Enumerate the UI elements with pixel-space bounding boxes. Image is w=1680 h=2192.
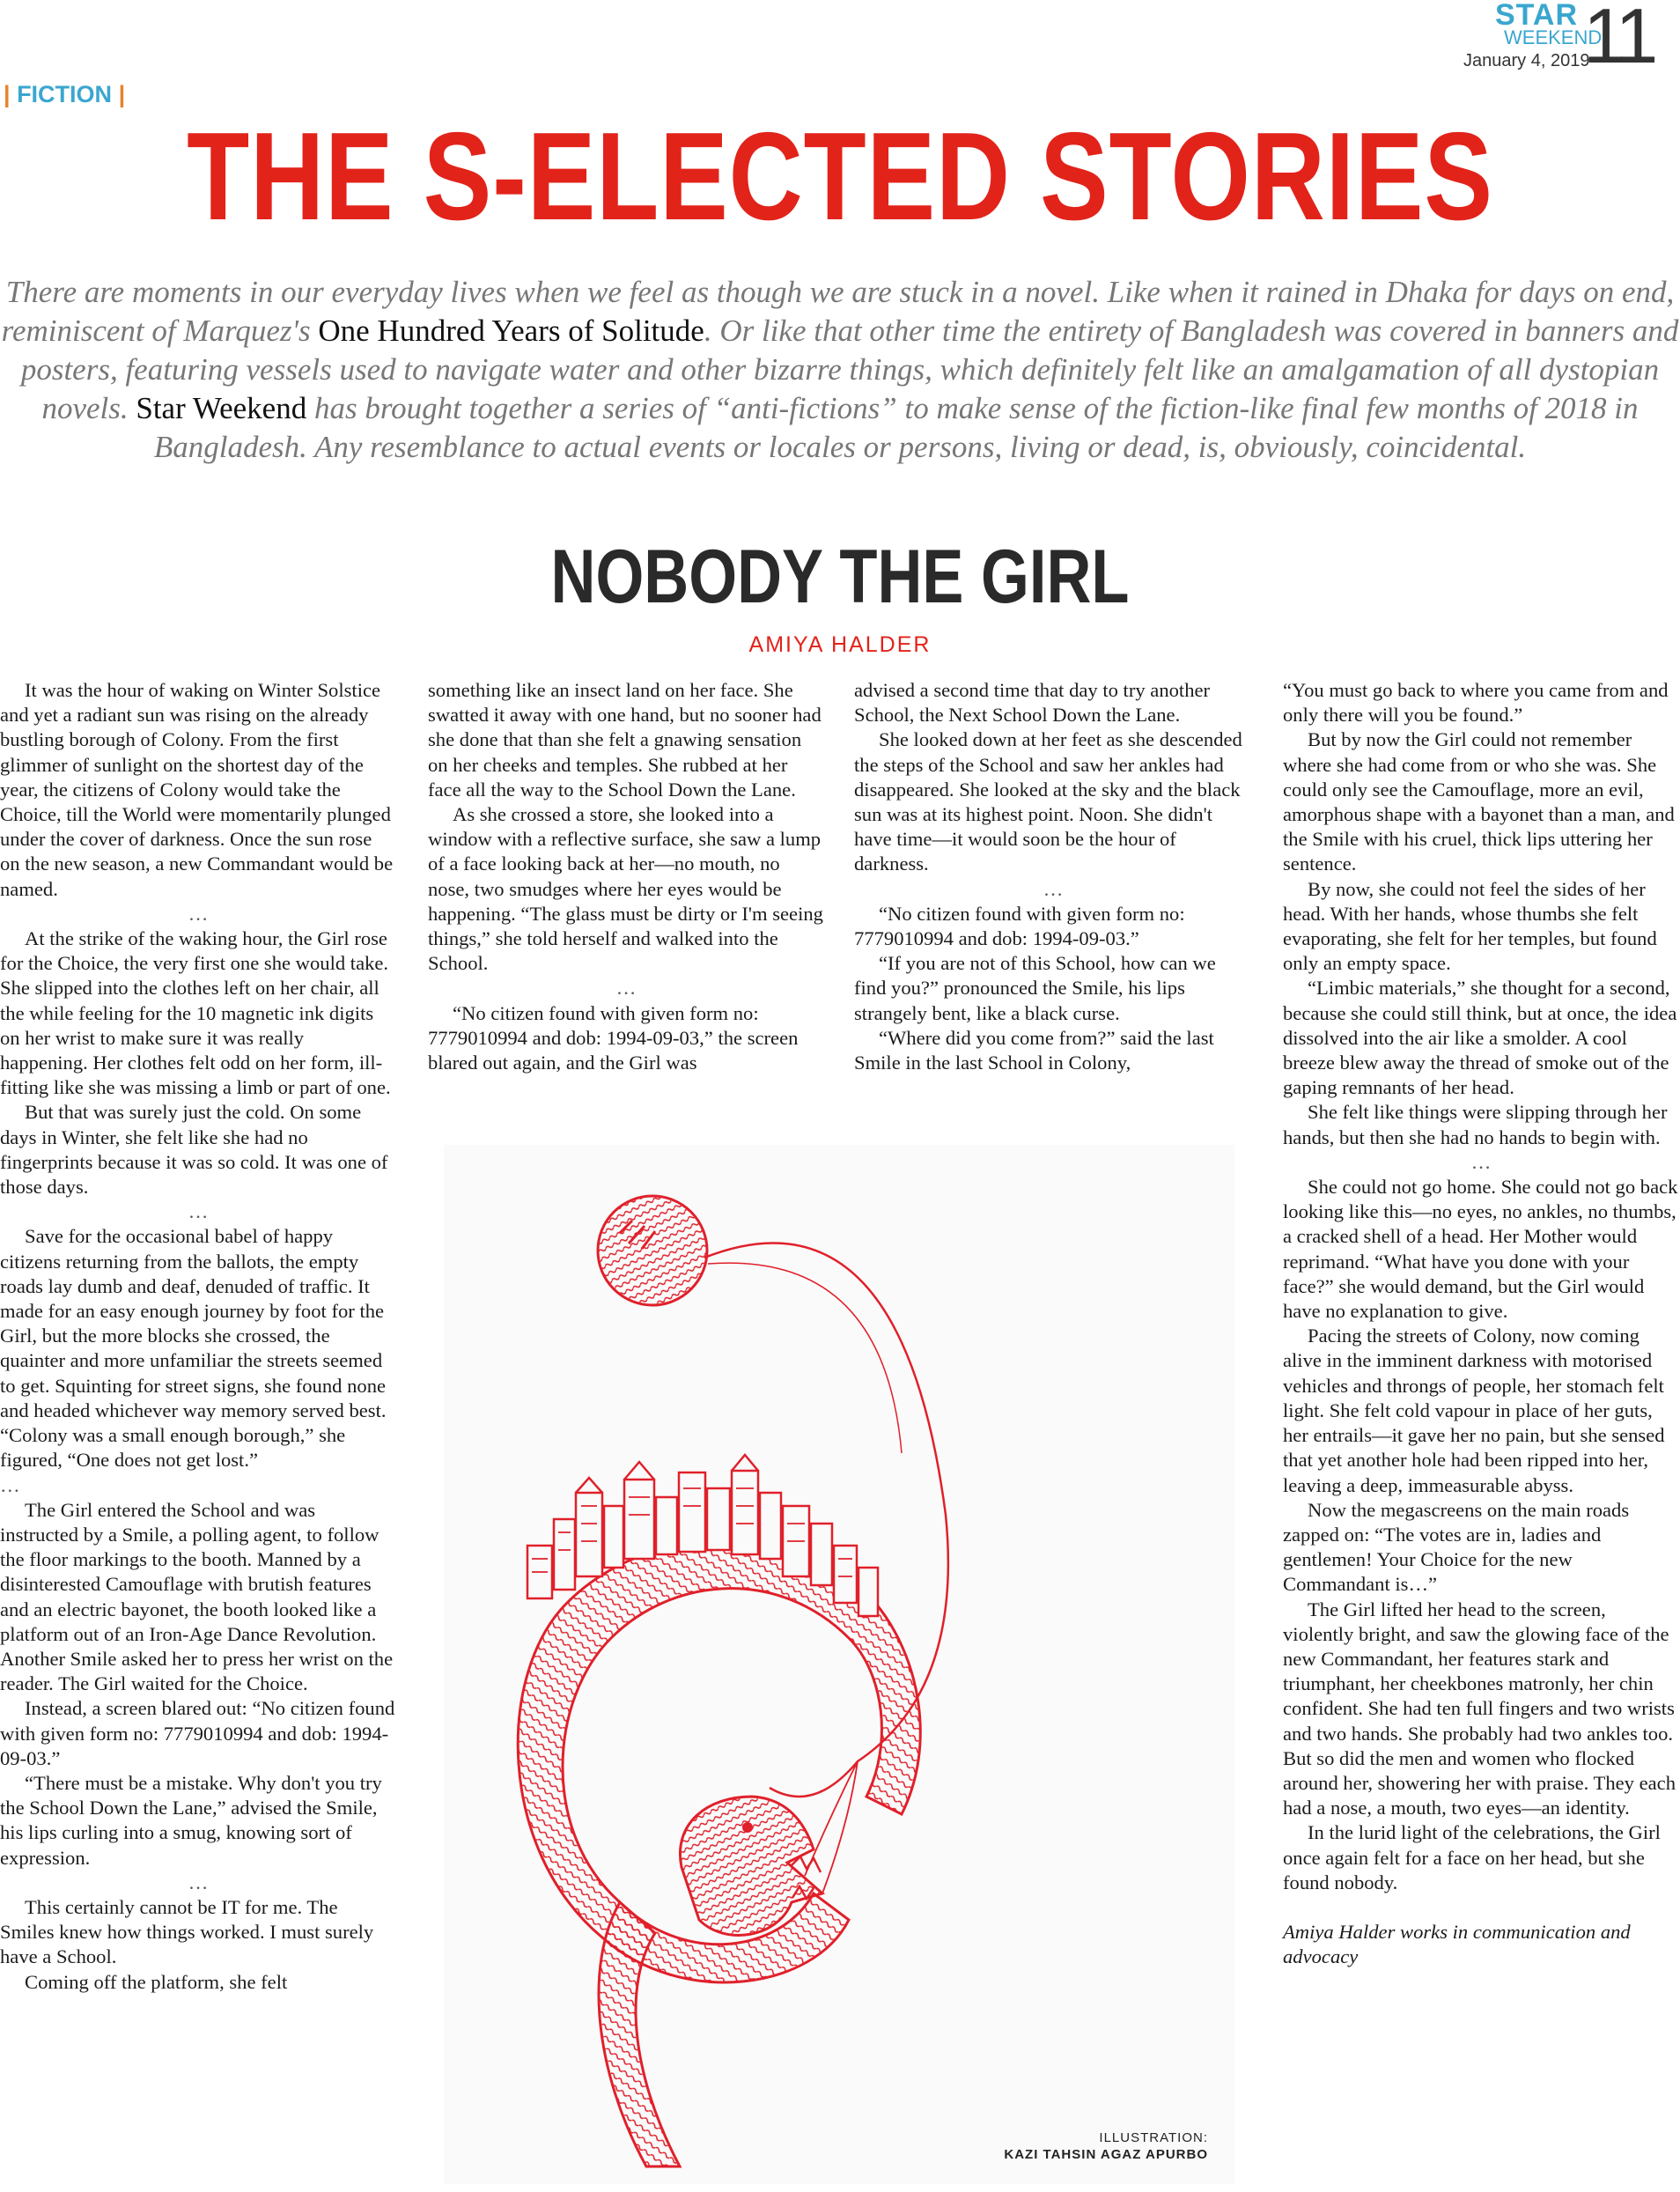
- section-break: …: [0, 1473, 20, 1496]
- paragraph: Instead, a screen blared out: “No citizen found with given form no: 7779010994 and dob: 1994-09-03.”: [0, 1697, 395, 1769]
- paragraph: “Where did you come from?” said the last Smile in the last School in Colony,: [854, 1026, 1214, 1074]
- paragraph: Save for the occasional babel of happy citizens returning from the ballots, the empty roads lay dumb and deaf, denuded of traffic. It made for an easy enough journey by foot for the Girl, but the more blocks she crossed, the quainter and more unfamiliar the streets seemed to get. Squinting for street signs, she found none and headed whichever way memory served best. “Colony was a small enough borough,” she figured, “One does not get lost.”: [0, 1225, 387, 1472]
- paragraph: She felt like things were slipping through her hands, but then she had no hands to begin with.: [1283, 1101, 1668, 1148]
- section-name: FICTION: [17, 81, 113, 107]
- story-column-3: [854, 678, 1252, 1075]
- paragraph: “Limbic materials,” she thought for a second, because she could still think, but at once, the idea dissolved into the air like a smolder. A cool breeze blew away the thread of smoke out of the gaping remnants of her head.: [1283, 977, 1677, 1099]
- intro-text-2: . Or like that other time the entirety of Bangladesh was covered in banners and posters, featuring vessels used to navigate water and other bizarre things, which definitely felt like an amalgamation of all dystopian novels.: [20, 314, 1679, 425]
- illustration-drawing: [444, 1145, 1234, 2184]
- section-break: …: [1470, 1150, 1492, 1173]
- credit-label: ILLUSTRATION:: [1099, 2130, 1208, 2145]
- paragraph: But by now the Girl could not remember where she had come from or who she was. She could only see the Camouflage, more an evil, amorphous shape with a bayonet than a man, and the Smile with his cruel, thick lips uttering her sentence.: [1283, 728, 1675, 875]
- section-break: …: [188, 902, 209, 925]
- intro-book-title: One Hundred Years of Solitude: [318, 314, 704, 348]
- illustration: [444, 1145, 1234, 2184]
- section-break: …: [615, 977, 637, 1000]
- intro-paragraph: [0, 273, 1680, 467]
- illustration-credit: [1004, 2129, 1208, 2163]
- paragraph: The Girl lifted her head to the screen, violently bright, and saw the glowing face of the new Commandant, her features stark and triumphant, her cheekbones matronly, her chin confident. She had ten full fingers and two wrists and two hands. She probably had two ankles too. But so did the men and women who flocked around her, showering her with praise. They each had a nose, a mouth, two eyes—an identity.: [1283, 1598, 1676, 1819]
- paragraph: Now the megascreens on the main roads zapped on: “The votes are in, ladies and gentlemen! Your Choice for the new Commandant is…”: [1283, 1498, 1630, 1596]
- paragraph: “There must be a mistake. Why don't you try the School Down the Lane,” advised the Smile, his lips curling into a smug, knowing sort of expression.: [0, 1771, 382, 1869]
- intro-brand: Star Weekend: [136, 391, 307, 425]
- paragraph: “If you are not of this School, how can we find you?” pronounced the Smile, his lips strangely bent, like a black curse.: [854, 952, 1216, 1024]
- paragraph: As she crossed a store, she looked into a window with a reflective surface, she saw a lump of a face looking back at her—no mouth, no nose, two smudges where her eyes would be happening. “The glass must be dirty or I'm seeing things,” she told herself and walked into the School.: [428, 803, 823, 975]
- serpent-body: [518, 1540, 920, 2166]
- paragraph: The Girl entered the School and was instructed by a Smile, a polling agent, to follow the floor markings to the booth. Manned by a disinterested Camouflage with brutish features and an electric bayonet, the booth looked like a platform out of an Iron-Age Dance Revolution. Another Smile asked her to press her wrist on the reader. The Girl waited for the Choice.: [0, 1498, 394, 1695]
- issue-date: January 4, 2019: [1463, 51, 1590, 70]
- paragraph: She could not go home. She could not go back looking like this—no eyes, no ankles, no thumbs, a cracked shell of a head. Her Mother would reprimand. “What have you done with your face?” she would demand, but the Girl would have no explanation to give.: [1283, 1176, 1678, 1323]
- story-column-2: [428, 678, 824, 1075]
- section-break: …: [1043, 877, 1064, 900]
- byline: AMIYA HALDER: [748, 632, 932, 657]
- section-break: …: [188, 1871, 209, 1893]
- paragraph: But that was surely just the cold. On some days in Winter, she felt like she had no fingerprints because it was so cold. It was one of those days.: [0, 1101, 388, 1199]
- masthead-brand: STAR: [1495, 0, 1579, 32]
- paragraph: At the strike of the waking hour, the Girl rose for the Choice, the very first one she would take. She slipped into the clothes left on her chair, all the while feeling for the 10 magnetic ink digits on her wrist to make sure it was really happening. Her clothes felt odd on her form, ill-fitting like she was missing a limb or part of one.: [0, 927, 391, 1099]
- section-label: | FICTION |: [4, 81, 126, 107]
- paragraph: “No citizen found with given form no: 7779010994 and dob: 1994-09-03,” the screen blared out again, and the Girl was: [428, 1001, 799, 1074]
- paragraph: something like an insect land on her face. She swatted it away with one hand, but no sooner had she done that than she felt a gnawing sensation on her cheeks and temples. She rubbed at her face all the way to the School Down the Lane.: [428, 679, 822, 801]
- bird-eye: [742, 1822, 753, 1833]
- paragraph: By now, she could not feel the sides of her head. With her hands, whose thumbs she felt evaporating, she felt for her temples, but found only an empty space.: [1283, 877, 1657, 975]
- credit-artist: KAZI TAHSIN AGAZ APURBO: [1004, 2147, 1208, 2162]
- paragraph: “No citizen found with given form no: 7779010994 and dob: 1994-09-03.”: [854, 902, 1185, 950]
- intro-text-3: has brought together a series of “anti-fictions” to make sense of the fiction-like final few months of 2018 in Bangladesh. Any resemblance to actual events or locales or persons, living or dead, is, obviously, coincidental.: [153, 391, 1639, 464]
- story-title: NOBODY THE GIRL: [550, 535, 1130, 619]
- paragraph: It was the hour of waking on Winter Solstice and yet a radiant sun was rising on the already bustling borough of Colony. From the first glimmer of sunlight on the shortest day of the year, the citizens of Colony would take the Choice, till the World were momentarily plunged under the cover of darkness. Once the sun rose on the new season, a new Commandant would be named.: [0, 679, 394, 900]
- paragraph: Coming off the platform, she felt: [25, 1970, 288, 1993]
- masthead-sub: WEEKEND: [1504, 26, 1603, 48]
- story-column-4: [1283, 678, 1679, 1969]
- section-break: …: [188, 1200, 209, 1223]
- story-column-1: [0, 678, 396, 1995]
- paragraph: In the lurid light of the celebrations, the Girl once again felt for a face on her head, but she found nobody.: [1283, 1821, 1661, 1893]
- author-bio: Amiya Halder works in communication and advocacy: [1283, 1920, 1631, 1968]
- intro-text-1: There are moments in our everyday lives when we feel as though we are stuck in a novel. Like when it rained in Dhaka for days on end, reminiscent of Marquez's: [1, 275, 1675, 348]
- paragraph: “You must go back to where you came from and only there will you be found.”: [1283, 679, 1669, 727]
- moon-shape: [598, 1196, 707, 1305]
- page-number: 11: [1583, 0, 1654, 79]
- paragraph: Pacing the streets of Colony, now coming alive in the imminent darkness with motorised vehicles and throngs of people, her stomach felt light. She felt cold vapour in place of her guts, her entrails—it gave her no pain, but she sensed that yet another hole had been ripped into her, leaving a deep, immeasurable abyss.: [1283, 1325, 1665, 1496]
- paragraph: This certainly cannot be IT for me. The Smiles knew how things worked. I must surely have a School.: [0, 1895, 374, 1968]
- masthead: [1463, 0, 1680, 79]
- page-title: THE S-ELECTED STORIES: [187, 107, 1493, 247]
- paragraph: She looked down at her feet as she descended the steps of the School and saw her ankles had disappeared. She looked at the sky and the black sun was at its highest point. Noon. She didn't have time—it would soon be the hour of darkness.: [854, 728, 1242, 875]
- paragraph: advised a second time that day to try another School, the Next School Down the Lane.: [854, 679, 1211, 727]
